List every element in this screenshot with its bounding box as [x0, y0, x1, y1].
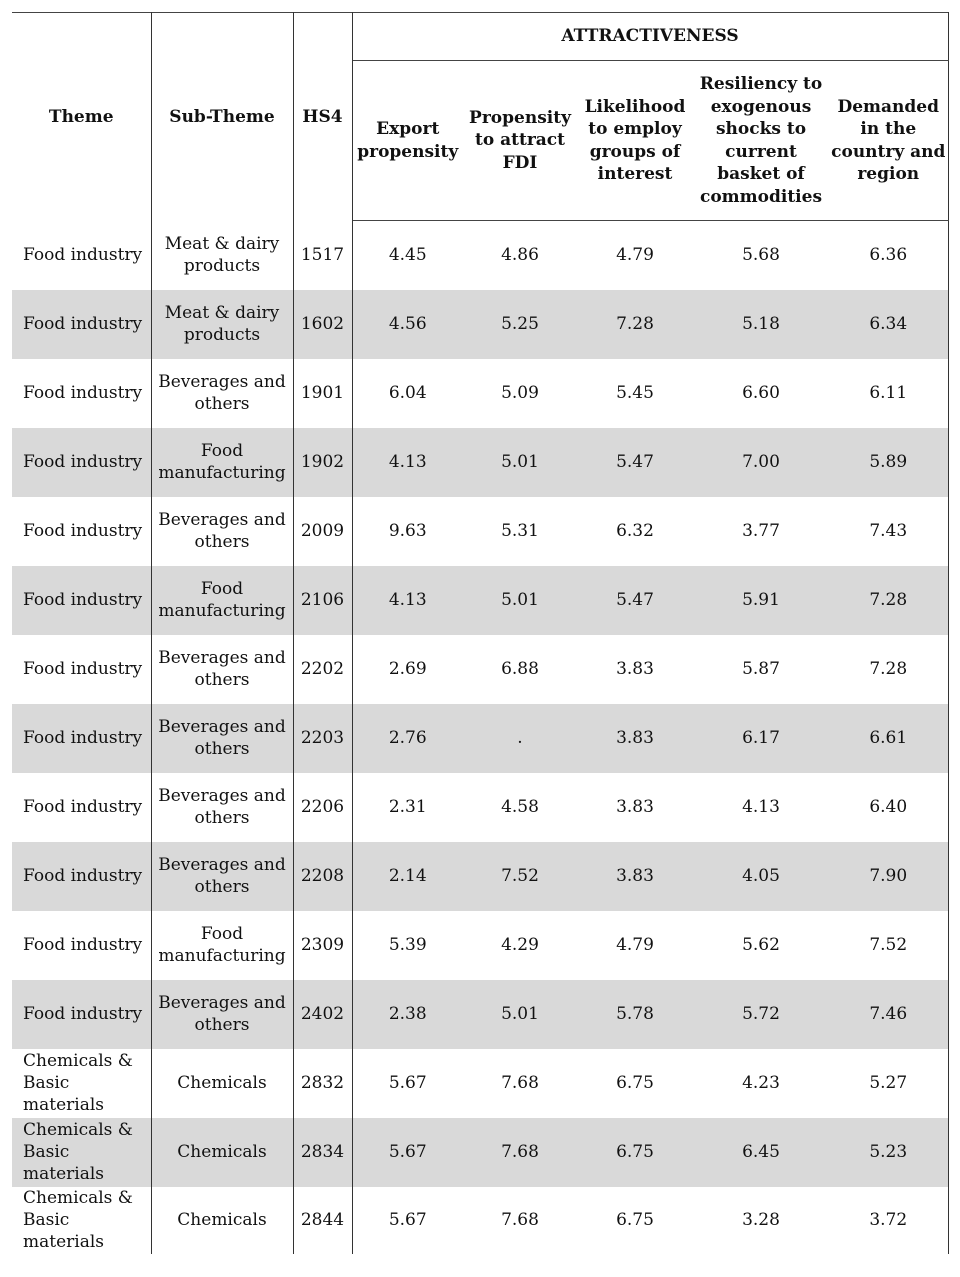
table-row — [12, 428, 948, 497]
cell-theme: Chemicals & Basic materials — [12, 1118, 151, 1187]
cell-theme: Food industry — [12, 842, 151, 911]
table-row — [12, 773, 948, 842]
cell-propensity-fdi: 4.29 — [501, 935, 539, 955]
table-row — [12, 221, 948, 290]
cell-sub-theme: Chemicals — [151, 1049, 293, 1118]
cell-demanded: 7.28 — [829, 635, 948, 704]
cell-hs4: 2208 — [293, 842, 352, 911]
table-row — [12, 1118, 948, 1187]
cell-demanded: 5.89 — [829, 428, 948, 497]
cell-sub-theme: Food manufacturing — [151, 566, 293, 635]
cell-theme: Food industry — [12, 704, 151, 773]
cell-demanded: 7.46 — [829, 980, 948, 1049]
cell-likelihood-employ: 6.75 — [616, 1073, 654, 1093]
cell-theme: Food industry — [12, 773, 151, 842]
cell-likelihood-employ: 5.45 — [616, 383, 654, 403]
cell-sub-theme: Beverages and others — [151, 497, 293, 566]
table-header — [12, 13, 948, 221]
cell-theme: Food industry — [12, 497, 151, 566]
cell-export-propensity: 4.13 — [352, 428, 463, 497]
cell-hs4: 2844 — [293, 1187, 352, 1254]
table-body — [12, 221, 948, 1254]
header-attractiveness: ATTRACTIVENESS — [352, 13, 948, 61]
cell-resiliency: 5.68 — [742, 245, 780, 266]
cell-sub-theme: Beverages and others — [151, 980, 293, 1049]
cell-resiliency: 5.72 — [693, 980, 829, 1049]
cell-sub-theme: Beverages and others — [151, 635, 293, 704]
table-row — [12, 290, 948, 359]
cell-export-propensity: 2.14 — [352, 842, 463, 911]
header-resiliency: Resiliency to exogenous shocks to current basket of commodities — [693, 61, 829, 221]
cell-resiliency: 3.77 — [742, 521, 780, 541]
cell-export-propensity: 5.39 — [388, 935, 427, 955]
cell-likelihood-employ: 5.47 — [577, 566, 693, 635]
cell-export-propensity: 2.38 — [352, 980, 463, 1049]
cell-theme: Food industry — [12, 290, 151, 359]
cell-likelihood-employ: 6.32 — [616, 521, 654, 541]
attractiveness-table — [12, 12, 949, 1254]
cell-export-propensity: 5.67 — [388, 1073, 427, 1093]
table-row — [12, 359, 948, 428]
cell-hs4: 1517 — [293, 221, 352, 290]
cell-propensity-fdi: . — [463, 704, 577, 773]
cell-propensity-fdi: 4.86 — [501, 245, 539, 266]
cell-hs4: 2832 — [293, 1049, 352, 1118]
cell-resiliency: 6.17 — [693, 704, 829, 773]
cell-resiliency: 3.28 — [742, 1210, 780, 1230]
table-row — [12, 497, 948, 566]
cell-hs4: 1602 — [293, 290, 352, 359]
table-row — [12, 566, 948, 635]
header-hs4: HS4 — [293, 13, 352, 221]
cell-likelihood-employ: 7.28 — [577, 290, 693, 359]
cell-theme: Food industry — [12, 566, 151, 635]
cell-demanded: 6.40 — [829, 773, 948, 842]
header-theme: Theme — [12, 13, 151, 221]
cell-resiliency: 7.00 — [693, 428, 829, 497]
cell-propensity-fdi: 5.31 — [501, 521, 539, 541]
cell-propensity-fdi: 5.25 — [463, 290, 577, 359]
cell-export-propensity: 4.56 — [352, 290, 463, 359]
cell-theme: Food industry — [12, 221, 151, 290]
cell-likelihood-employ: 5.78 — [577, 980, 693, 1049]
header-sub-theme: Sub-Theme — [151, 13, 293, 221]
cell-resiliency: 5.91 — [693, 566, 829, 635]
cell-propensity-fdi: 7.52 — [463, 842, 577, 911]
cell-propensity-fdi: 7.68 — [501, 1073, 539, 1093]
cell-theme: Chemicals & Basic materials — [12, 1049, 151, 1118]
cell-propensity-fdi: 7.68 — [501, 1210, 539, 1230]
cell-propensity-fdi: 6.88 — [501, 659, 539, 679]
cell-likelihood-employ: 3.83 — [577, 842, 693, 911]
cell-likelihood-employ: 4.79 — [616, 245, 654, 266]
cell-export-propensity: 4.45 — [388, 245, 427, 266]
table-row — [12, 635, 948, 704]
cell-demanded: 6.61 — [829, 704, 948, 773]
cell-export-propensity: 2.76 — [352, 704, 463, 773]
cell-sub-theme: Beverages and others — [151, 359, 293, 428]
cell-theme: Food industry — [12, 428, 151, 497]
cell-propensity-fdi: 5.01 — [463, 428, 577, 497]
cell-likelihood-employ: 3.83 — [616, 797, 654, 817]
cell-hs4: 2834 — [293, 1118, 352, 1187]
cell-likelihood-employ: 3.83 — [616, 659, 654, 679]
cell-likelihood-employ: 6.75 — [577, 1118, 693, 1187]
table-row — [12, 704, 948, 773]
cell-likelihood-employ: 5.47 — [577, 428, 693, 497]
cell-hs4: 1902 — [293, 428, 352, 497]
cell-sub-theme: Beverages and others — [151, 704, 293, 773]
cell-resiliency: 6.60 — [742, 383, 780, 403]
cell-hs4: 2106 — [293, 566, 352, 635]
cell-resiliency: 5.87 — [742, 659, 780, 679]
cell-sub-theme: Food manufacturing — [151, 911, 293, 980]
cell-sub-theme: Meat & dairy products — [151, 290, 293, 359]
cell-theme: Chemicals & Basic materials — [12, 1187, 151, 1254]
cell-theme: Food industry — [12, 359, 151, 428]
cell-resiliency: 4.13 — [742, 797, 780, 817]
cell-export-propensity: 5.67 — [388, 1210, 427, 1230]
cell-resiliency: 4.05 — [693, 842, 829, 911]
cell-demanded: 5.27 — [829, 1049, 948, 1118]
cell-propensity-fdi: 4.58 — [501, 797, 539, 817]
table-row — [12, 980, 948, 1049]
cell-demanded: 3.72 — [829, 1187, 948, 1254]
header-demanded: Demanded in the country and region — [829, 61, 948, 221]
header-propensity-fdi: Propensity to attract FDI — [463, 61, 577, 221]
cell-sub-theme: Beverages and others — [151, 773, 293, 842]
table-row — [12, 1187, 948, 1254]
header-likelihood-employ: Likelihood to employ groups of interest — [577, 61, 693, 221]
cell-likelihood-employ: 6.75 — [616, 1210, 654, 1230]
cell-hs4: 2009 — [293, 497, 352, 566]
cell-sub-theme: Meat & dairy products — [151, 221, 293, 290]
cell-demanded: 6.36 — [829, 221, 948, 290]
cell-likelihood-employ: 3.83 — [577, 704, 693, 773]
cell-hs4: 1901 — [293, 359, 352, 428]
cell-export-propensity: 6.04 — [388, 383, 427, 403]
cell-demanded: 7.43 — [829, 497, 948, 566]
cell-sub-theme: Beverages and others — [151, 842, 293, 911]
cell-demanded: 6.34 — [829, 290, 948, 359]
cell-demanded: 7.52 — [829, 911, 948, 980]
cell-theme: Food industry — [12, 635, 151, 704]
cell-resiliency: 6.45 — [693, 1118, 829, 1187]
cell-export-propensity: 5.67 — [352, 1118, 463, 1187]
cell-export-propensity: 2.69 — [388, 659, 427, 679]
cell-hs4: 2309 — [293, 911, 352, 980]
cell-propensity-fdi: 5.01 — [463, 566, 577, 635]
cell-demanded: 7.28 — [829, 566, 948, 635]
cell-demanded: 6.11 — [829, 359, 948, 428]
cell-export-propensity: 4.13 — [352, 566, 463, 635]
cell-theme: Food industry — [12, 980, 151, 1049]
cell-hs4: 2402 — [293, 980, 352, 1049]
cell-propensity-fdi: 5.01 — [463, 980, 577, 1049]
cell-resiliency: 4.23 — [742, 1073, 780, 1093]
cell-sub-theme: Chemicals — [151, 1187, 293, 1254]
cell-theme: Food industry — [12, 911, 151, 980]
cell-sub-theme: Chemicals — [151, 1118, 293, 1187]
table-row — [12, 911, 948, 980]
cell-demanded: 7.90 — [829, 842, 948, 911]
cell-export-propensity: 2.31 — [388, 797, 427, 817]
cell-resiliency: 5.62 — [742, 935, 780, 955]
cell-propensity-fdi: 5.09 — [501, 383, 539, 403]
table-row — [12, 842, 948, 911]
cell-propensity-fdi: 7.68 — [463, 1118, 577, 1187]
cell-resiliency: 5.18 — [693, 290, 829, 359]
table-row — [12, 1049, 948, 1118]
cell-hs4: 2202 — [293, 635, 352, 704]
cell-likelihood-employ: 4.79 — [616, 935, 654, 955]
cell-export-propensity: 9.63 — [388, 521, 427, 541]
cell-hs4: 2203 — [293, 704, 352, 773]
cell-hs4: 2206 — [293, 773, 352, 842]
cell-sub-theme: Food manufacturing — [151, 428, 293, 497]
cell-demanded: 5.23 — [829, 1118, 948, 1187]
header-export-propensity: Export propensity — [352, 61, 463, 221]
